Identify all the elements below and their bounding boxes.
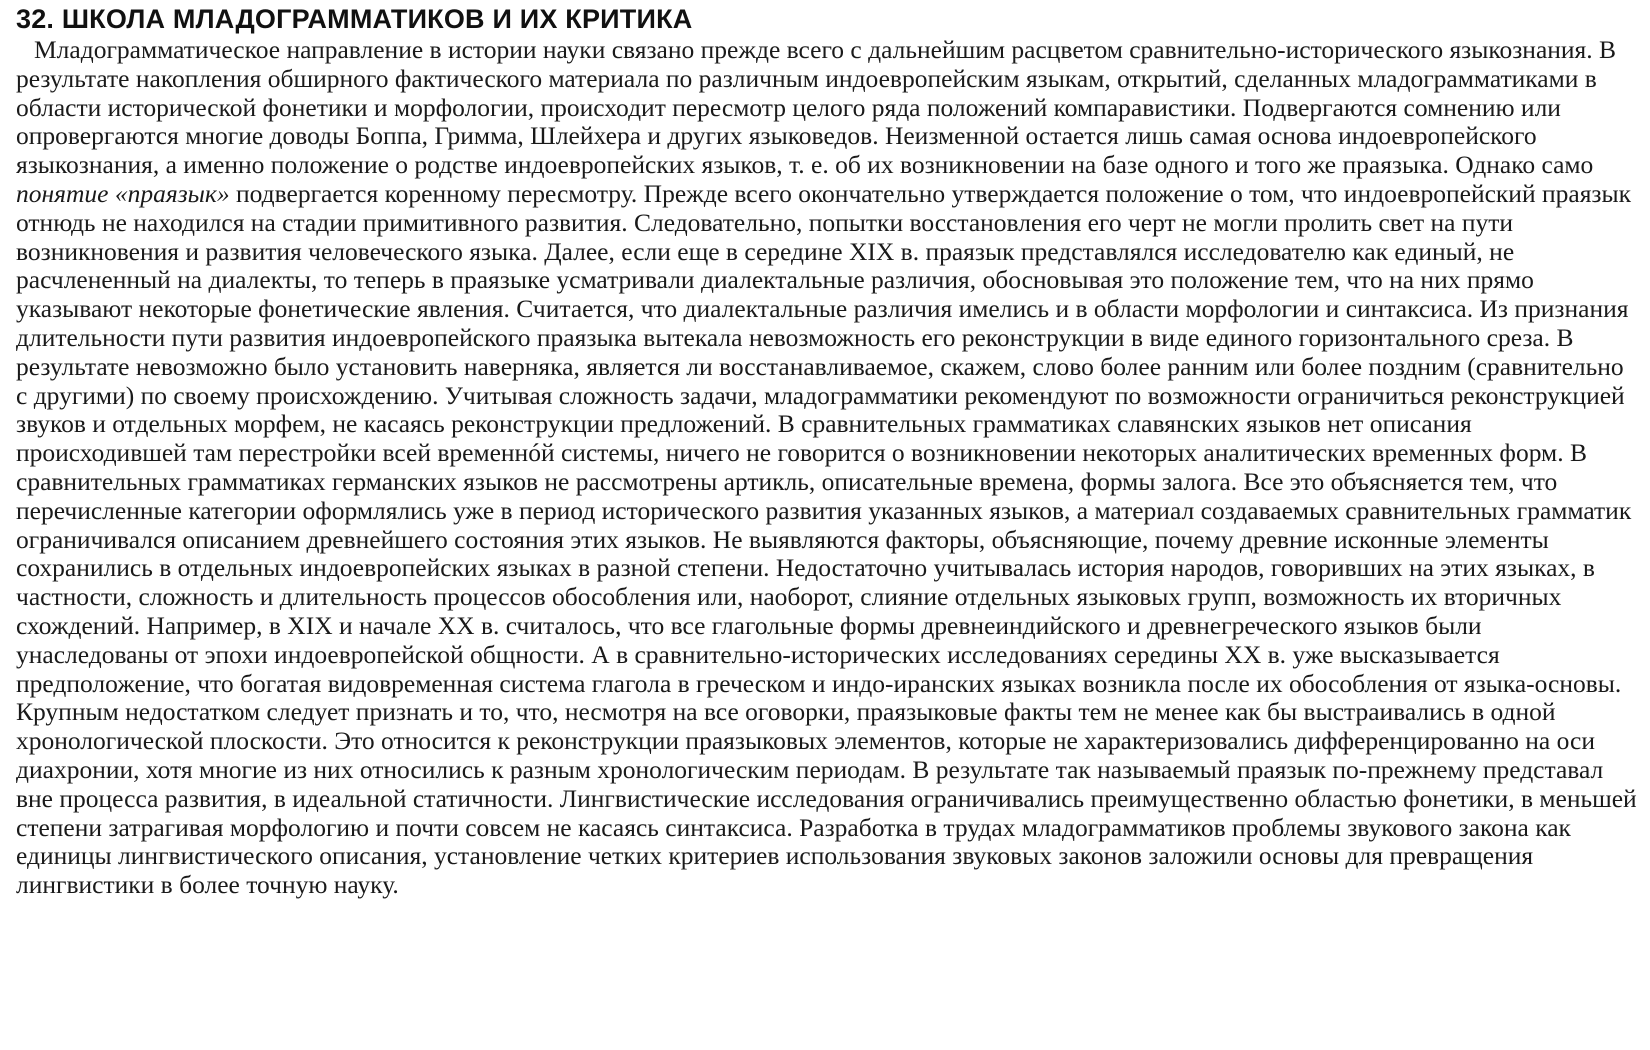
emphasized-term: понятие «праязык» xyxy=(16,178,230,208)
document-page xyxy=(16,2,1640,900)
body-paragraph xyxy=(16,36,1640,900)
paragraph-text-part-2: подвергается коренному пересмотру. Прежде всего окончательно утверждается положение о том, что индоевропейский праязык отнюдь не находился на стадии примитивного развития. Следовательно, попытки восстановления его черт не могли пролить свет на пути возникновения и развития человеческого языка. Далее, если еще в середине XIX в. праязык представлялся исследователю как единый, не расчлененный на диалекты, то теперь в праязыке усматривали диалектальные различия, обосновывая это положение тем, что на них прямо указывают некоторые фонетические явления. Считается, что диалектальные различия имелись и в области морфологии и синтаксиса. Из признания длительности пути развития индоевропейского праязыка вытекала невозможность его реконструкции в виде единого горизонтального среза. В результате невозможно было установить наверняка, является ли восстанавливаемое, скажем, слово более ранним или более поздним (сравнительно с другими) по своему происхождению. Учитывая сложность задачи, младограмматики рекомендуют по возможности ограничиться реконструкцией звуков и отдельных морфем, не касаясь реконструкции предложений. В сравнительных грамматиках славянских языков нет описания происходившей там перестройки всей временнóй системы, ничего не говорится о возникновении некоторых аналитических временных форм. В сравнительных грамматиках германских языков не рассмотрены артикль, описательные времена, формы залога. Все это объясняется тем, что перечисленные категории оформлялись уже в период исторического развития указанных языков, а материал создаваемых сравнительных грамматик ограничивался описанием древнейшего состояния этих языков. Не выявляются факторы, объясняющие, почему древние исконные элементы сохранились в отдельных индоевропейских языках в разной степени. Недостаточно учитывалась история народов, говоривших на этих языках, в частности, сложность и длительность процессов обособления или, наоборот, слияние отдельных языковых групп, возможность их вторичных схождений. Например, в XIX и начале XX в. считалось, что все глагольные формы древнеиндийского и древнегреческого языков были унаследованы от эпохи индоевропейской общности. А в сравнительно-исторических исследованиях середины XX в. уже высказывается предположение, что богатая видовременная система глагола в греческом и индо-иранских языках возникла после их обособления от языка-основы. Крупным недостатком следует признать и то, что, несмотря на все оговорки, праязыковые факты тем не менее как бы выстраивались в одной хронологической плоскости. Это относится к реконструкции праязыковых элементов, которые не характеризовались дифференцированно на оси диахронии, хотя многие из них относились к разным хронологическим периодам. В результате так называемый праязык по-прежнему представал вне процесса развития, в идеальной статичности. Лингвистические исследования ограничивались преимущественно областью фонетики, в меньшей степени затрагивая морфологию и почти совсем не касаясь синтаксиса. Разработка в трудах младограмматиков проблемы звукового закона как единицы лингвистического описания, установление четких критериев использования звуковых законов заложили основы для превращения лингвистики в более точную науку. xyxy=(16,178,1637,900)
paragraph-text-part-1: Младограмматическое направление в истории науки связано прежде всего с дальнейшим расцветом сравнительно-исторического языкознания. В результате накопления обширного фактического материала по различным индоевропейским языкам, открытий, сделанных младограмматиками в области исторической фонетики и морфологии, происходит пересмотр целого ряда положений компаравистики. Подвергаются сомнению или опровергаются многие доводы Боппа, Гримма, Шлейхера и других языковедов. Неизменной остается лишь самая основа индоевропейского языкознания, а именно положение о родстве индоевропейских языков, т. е. об их возникновении на базе одного и того же праязыка. Однако само xyxy=(16,35,1617,180)
section-title: 32. ШКОЛА МЛАДОГРАММАТИКОВ И ИХ КРИТИКА xyxy=(16,4,693,34)
